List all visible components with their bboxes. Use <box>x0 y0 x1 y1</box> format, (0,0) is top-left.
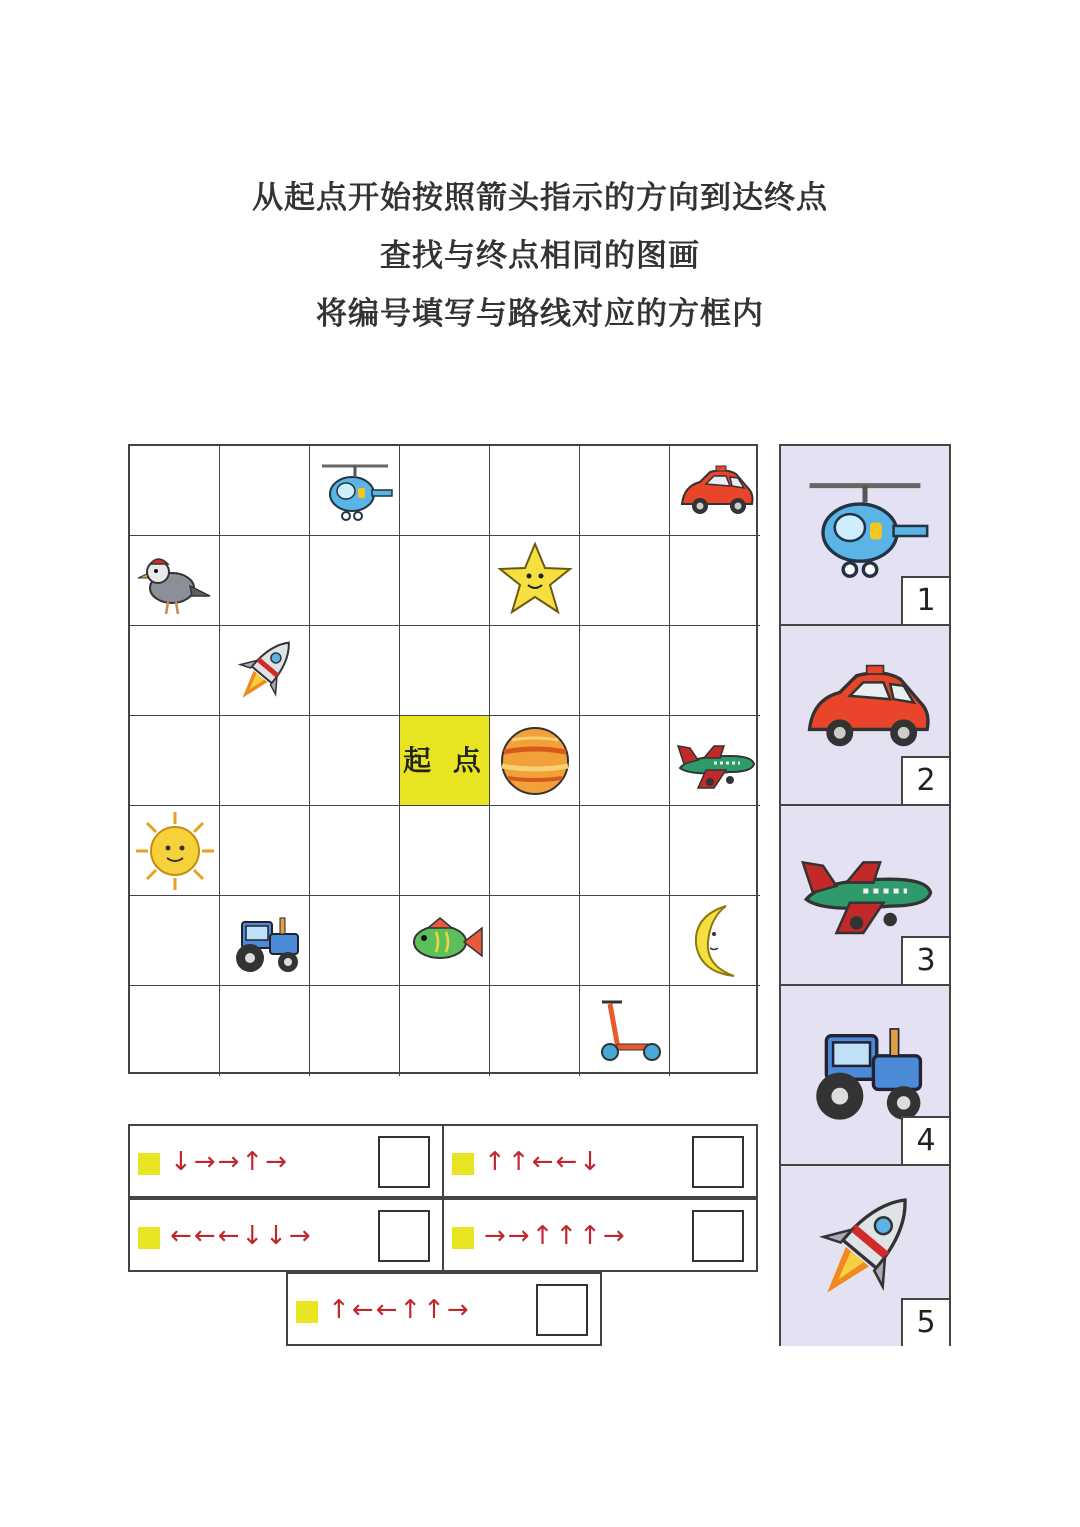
start-square-icon <box>138 1227 160 1249</box>
grid-cell <box>310 536 400 626</box>
instruction-line-3: 将编号填写与路线对应的方框内 <box>316 296 764 332</box>
grid-cell <box>130 986 220 1076</box>
grid-cell <box>130 806 220 896</box>
grid-cell <box>490 896 580 986</box>
option-4 <box>781 986 949 1166</box>
maze-grid <box>128 444 758 1074</box>
star-icon <box>490 536 580 626</box>
start-square-icon <box>138 1153 160 1175</box>
grid-cell <box>670 896 760 986</box>
grid-cell <box>220 986 310 1076</box>
answer-box[interactable] <box>378 1210 430 1262</box>
grid-cell <box>400 806 490 896</box>
grid-cell <box>400 626 490 716</box>
option-1 <box>781 446 949 626</box>
route-arrows: ↑←←↑↑→ <box>328 1295 471 1325</box>
grid-cell <box>310 806 400 896</box>
option-number: 4 <box>901 1116 949 1164</box>
fish-icon <box>400 896 490 986</box>
grid-cell <box>130 896 220 986</box>
grid-cell <box>130 626 220 716</box>
route-box-4 <box>442 1198 758 1272</box>
answer-box[interactable] <box>692 1210 744 1262</box>
grid-cell <box>580 806 670 896</box>
grid-cell <box>220 446 310 536</box>
option-number: 3 <box>901 936 949 984</box>
option-number: 1 <box>901 576 949 624</box>
option-number: 5 <box>901 1298 949 1346</box>
route-arrows: ↓→→↑→ <box>170 1147 289 1177</box>
route-box-1 <box>128 1124 444 1198</box>
grid-cell <box>310 626 400 716</box>
grid-cell <box>490 626 580 716</box>
route-arrows: ←←←↓↓→ <box>170 1221 313 1251</box>
grid-cell <box>490 536 580 626</box>
rocket-icon <box>220 626 310 716</box>
grid-cell <box>310 986 400 1076</box>
start-square-icon <box>452 1153 474 1175</box>
start-cell <box>400 716 490 806</box>
grid-cell <box>400 536 490 626</box>
bird-icon <box>130 536 220 626</box>
route-arrows: ↑↑←←↓ <box>484 1147 603 1177</box>
grid-cell <box>580 446 670 536</box>
grid-cell <box>400 986 490 1076</box>
grid-cell <box>130 446 220 536</box>
route-box-5 <box>286 1272 602 1346</box>
grid-cell <box>580 896 670 986</box>
grid-cell <box>310 716 400 806</box>
airplane-icon <box>670 716 760 806</box>
grid-cell <box>580 626 670 716</box>
scooter-icon <box>580 986 670 1076</box>
option-5 <box>781 1166 949 1346</box>
grid-cell <box>220 896 310 986</box>
start-square-icon <box>296 1301 318 1323</box>
route-arrows: →→↑↑↑→ <box>484 1221 627 1251</box>
start-label: 起 点 <box>403 744 487 777</box>
option-number: 2 <box>901 756 949 804</box>
moon-icon <box>670 896 760 986</box>
grid-cell <box>490 446 580 536</box>
route-box-3 <box>128 1198 444 1272</box>
grid-cell <box>490 716 580 806</box>
instruction-line-2: 查找与终点相同的图画 <box>380 238 700 274</box>
grid-cell <box>580 716 670 806</box>
grid-cell <box>580 986 670 1076</box>
tractor-icon <box>220 896 310 986</box>
instruction-line-1: 从起点开始按照箭头指示的方向到达终点 <box>252 180 828 216</box>
car-icon <box>670 446 760 536</box>
grid-cell <box>670 536 760 626</box>
grid-cell <box>220 626 310 716</box>
answer-box[interactable] <box>378 1136 430 1188</box>
grid-cell <box>670 626 760 716</box>
grid-cell <box>130 716 220 806</box>
grid-cell <box>220 716 310 806</box>
helicopter-icon <box>310 446 400 536</box>
option-2 <box>781 626 949 806</box>
grid-cell <box>220 806 310 896</box>
grid-cell <box>310 896 400 986</box>
grid-cell <box>490 986 580 1076</box>
grid-cell <box>670 716 760 806</box>
grid-cell <box>400 896 490 986</box>
grid-cell <box>220 536 310 626</box>
answer-box[interactable] <box>536 1284 588 1336</box>
grid-cell <box>670 446 760 536</box>
grid-cell <box>670 806 760 896</box>
grid-cell <box>670 986 760 1076</box>
sun-icon <box>130 806 220 896</box>
start-square-icon <box>452 1227 474 1249</box>
route-box-2 <box>442 1124 758 1198</box>
grid-cell <box>400 446 490 536</box>
answer-options-column <box>779 444 951 1346</box>
planet-icon <box>490 716 580 806</box>
option-3 <box>781 806 949 986</box>
grid-cell <box>310 446 400 536</box>
grid-cell <box>490 806 580 896</box>
grid-cell <box>130 536 220 626</box>
grid-cell <box>580 536 670 626</box>
answer-box[interactable] <box>692 1136 744 1188</box>
